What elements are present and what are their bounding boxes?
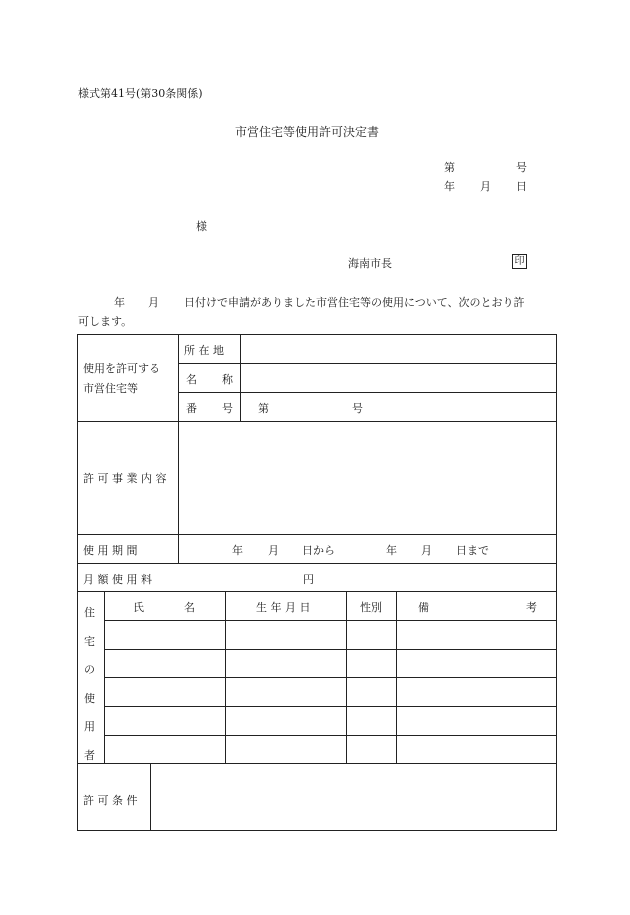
name-label-1: 名: [186, 373, 197, 386]
rent-unit: 円: [303, 573, 314, 586]
housing-number-dai: 第: [258, 402, 269, 415]
doc-number-dai: 第: [444, 161, 455, 174]
document-title: 市営住宅等使用許可決定書: [235, 125, 380, 139]
conditions-label: 許 可 条 件: [83, 794, 138, 807]
period-until: 日まで: [456, 544, 489, 557]
col-name-1: 氏: [133, 601, 144, 614]
date-year: 年: [444, 180, 455, 193]
body-year: 年: [114, 296, 125, 309]
body-line1: 日付けで申請がありました市営住宅等の使用について、次のとおり許: [184, 296, 525, 309]
issuer: 海南市長: [348, 257, 392, 270]
body-line2: 可します。: [78, 315, 133, 328]
body-month: 月: [148, 296, 159, 309]
period-year-2: 年: [386, 544, 397, 557]
doc-number-go: 号: [516, 161, 527, 174]
col-birth: 生 年 月 日: [256, 601, 311, 614]
col-remarks-1: 備: [418, 601, 429, 614]
rent-label: 月 額 使 用 料: [83, 573, 152, 586]
col-sex: 性別: [360, 601, 382, 614]
seal-mark: 印: [512, 254, 527, 269]
period-label: 使 用 期 間: [83, 544, 138, 557]
col-name-2: 名: [184, 601, 195, 614]
period-year-1: 年: [232, 544, 243, 557]
addressee-suffix: 様: [196, 220, 207, 233]
housing-number-go: 号: [352, 402, 363, 415]
number-label-1: 番: [186, 402, 197, 415]
period-from: 日から: [302, 544, 335, 557]
name-label-2: 称: [222, 373, 233, 386]
period-month-2: 月: [421, 544, 432, 557]
col-remarks-2: 考: [526, 601, 537, 614]
period-month-1: 月: [268, 544, 279, 557]
users-label: 住 宅 の 使 用 者: [84, 606, 95, 762]
location-label: 所 在 地: [184, 344, 224, 357]
number-label-2: 号: [222, 402, 233, 415]
date-day: 日: [516, 180, 527, 193]
housing-label: 使用を許可する 市営住宅等: [83, 362, 160, 395]
form-number: 様式第41号(第30条関係): [78, 87, 203, 100]
business-label: 許 可 事 業 内 容: [83, 472, 167, 485]
date-month: 月: [480, 180, 491, 193]
